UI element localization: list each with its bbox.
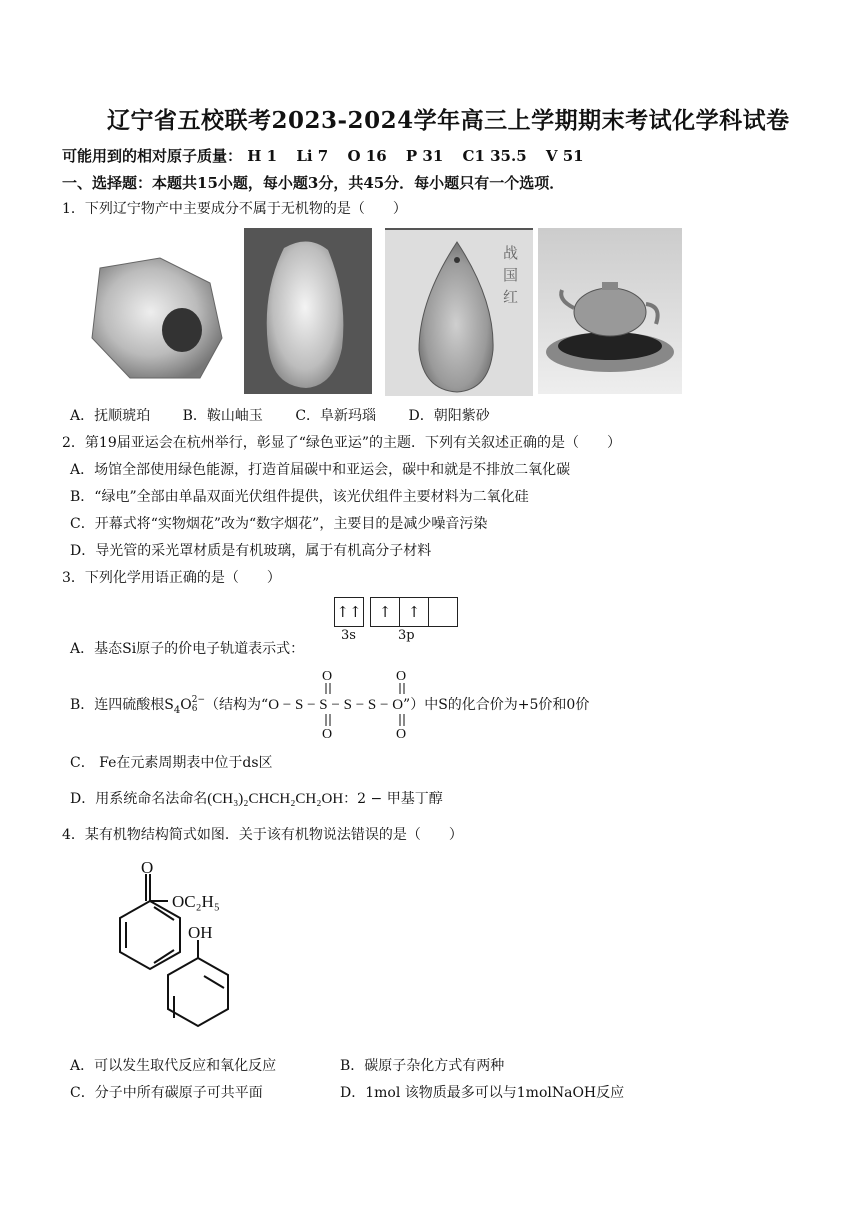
q3-d-formula: (CH₃)₂CHCH₂CH₂OH <box>207 791 344 807</box>
up-arrow: ↑ <box>349 603 362 621</box>
structure-bonds <box>300 668 430 744</box>
oxygen-bottom-1: O <box>322 727 333 742</box>
q2-option-c: C．开幕式将“实物烟花”改为“数字烟花”，主要目的是减少噪音污染 <box>70 516 488 532</box>
orbital-box-3p-2 <box>400 597 429 627</box>
amber-photo <box>70 228 234 394</box>
orbital-box-3s <box>334 597 364 627</box>
question-2-stem: 2．第19届亚运会在杭州举行，彰显了“绿色亚运”的主题．下列有关叙述正确的是（ ） <box>62 435 622 451</box>
agate-photo-caption: 战国红 <box>503 244 519 306</box>
q4-option-d: D．1mol 该物质最多可以与1molNaOH反应 <box>340 1085 625 1101</box>
structure-chain: O − S − S − S − S − O <box>268 697 404 713</box>
atomic-mass-label: 可能用到的相对原子质量： <box>62 147 243 165</box>
atomic-mass-v: V 51 <box>545 147 584 165</box>
ester-group-label: OC₂H₅ <box>172 892 220 911</box>
teapot-photo <box>538 228 682 394</box>
atomic-mass-line <box>62 145 584 166</box>
formula-sub-6: 6 <box>191 704 198 714</box>
molecule-structure <box>70 860 290 1040</box>
atomic-mass-o: O 16 <box>347 147 387 165</box>
q4-option-b: B．碳原子杂化方式有两种 <box>340 1058 505 1074</box>
q1-option-b: B．鞍山岫玉 <box>182 408 263 424</box>
q3-option-d <box>70 788 443 808</box>
up-arrow: ↑ <box>378 603 392 621</box>
page-title: 辽宁省五校联考2023-2024学年高三上学期期末考试化学科试卷 <box>107 107 790 134</box>
q3-b-mid2: ”）中S的化合价为+5价和0价 <box>403 697 590 713</box>
q3-b-prefix: B．连四硫酸根 <box>70 697 165 713</box>
oxygen-top-1: O <box>322 669 333 684</box>
formula-charge: 2− <box>191 695 206 705</box>
q4-option-a: A．可以发生取代反应和氧化反应 <box>70 1058 277 1074</box>
question-1-stem: 1．下列辽宁物产中主要成分不属于无机物的是（ ） <box>62 201 407 217</box>
oxygen-bottom-2: O <box>396 727 407 742</box>
formula-o: O <box>180 697 192 713</box>
question-1-options <box>70 405 490 425</box>
q1-option-a: A．抚顺琥珀 <box>70 408 151 424</box>
up-arrow: ↑ <box>336 603 349 621</box>
q1-option-d: D．朝阳紫砂 <box>408 408 490 424</box>
oxygen-top-2: O <box>396 669 407 684</box>
q3-d-suffix: ：2 − 甲基丁醇 <box>343 791 443 807</box>
orbital-label-3p: 3p <box>398 628 415 643</box>
orbital-label-3s: 3s <box>341 628 356 643</box>
jade-photo <box>244 228 372 394</box>
section-heading: 一、选择题：本题共15小题，每小题3分，共45分．每小题只有一个选项． <box>62 174 565 192</box>
orbital-box-3p-1 <box>370 597 400 627</box>
q3-d-prefix: D．用系统命名法命名 <box>70 791 208 807</box>
atomic-mass-li: Li 7 <box>296 147 329 165</box>
hydroxyl-label: OH <box>188 923 213 942</box>
question-4-stem: 4．某有机物结构简式如图．关于该有机物说法错误的是（ ） <box>62 827 463 843</box>
agate-photo <box>385 228 533 396</box>
carbonyl-oxygen-label: O <box>141 860 154 877</box>
q3-b-mid1: （结构为“ <box>205 697 269 713</box>
q4-option-c: C．分子中所有碳原子可共平面 <box>70 1085 263 1101</box>
q2-option-b: B．“绿电”全部由单晶双面光伏组件提供，该光伏组件主要材料为二氧化硅 <box>70 489 529 505</box>
orbital-box-3p-3 <box>429 597 458 627</box>
q1-option-c: C．阜新玛瑙 <box>295 408 377 424</box>
q2-option-d: D．导光管的采光罩材质是有机玻璃，属于有机高分子材料 <box>70 543 432 559</box>
q2-option-a: A．场馆全部使用绿色能源，打造首届碳中和亚运会，碳中和就是不排放二氧化碳 <box>70 462 571 478</box>
formula-s: S <box>164 697 174 713</box>
atomic-mass-p: P 31 <box>405 147 444 165</box>
up-arrow: ↑ <box>407 603 421 621</box>
thiosulfate-formula <box>164 695 206 716</box>
question-3-stem: 3．下列化学用语正确的是（ ） <box>62 570 281 586</box>
q3-option-a: A．基态Si原子的价电子轨道表示式： <box>70 641 305 657</box>
q3-option-c: C． Fe在元素周期表中位于ds区 <box>70 755 273 771</box>
atomic-mass-cl: C1 35.5 <box>462 147 527 165</box>
orbital-diagram <box>334 597 458 645</box>
formula-sub-4: 4 <box>173 704 181 716</box>
atomic-mass-h: H 1 <box>247 147 278 165</box>
